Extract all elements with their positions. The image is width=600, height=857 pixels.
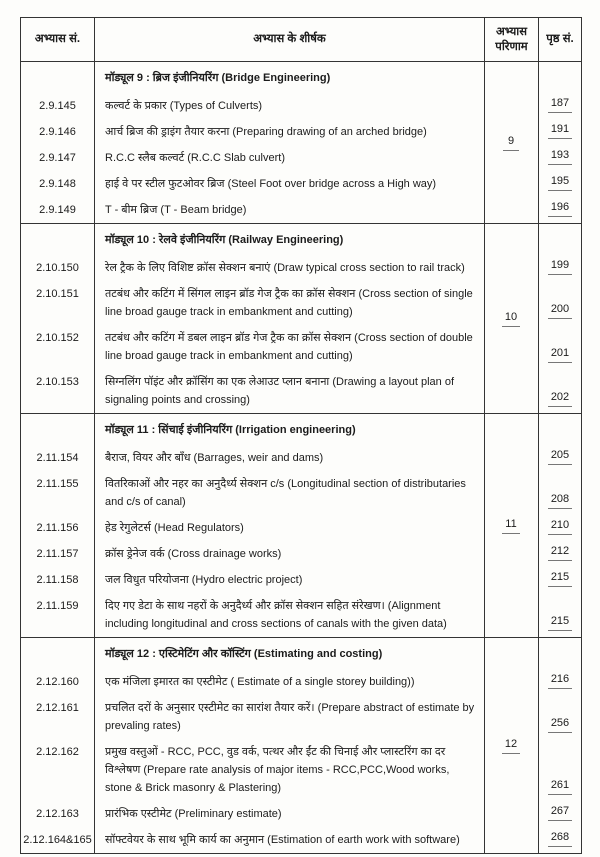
outcome-cell — [485, 224, 539, 255]
header-page-no: पृष्ठ सं. — [546, 33, 574, 45]
exercise-title: सिग्नलिंग पॉइंट और क्रॉसिंग का एक लेआउट प्लान बनाना (Drawing a layout plan of signaling points and crossing) — [95, 369, 485, 413]
page-cell — [539, 93, 581, 119]
exercise-number: 2.9.148 — [21, 171, 95, 197]
exercise-number: 2.9.145 — [21, 93, 95, 119]
exercise-row — [21, 567, 581, 593]
exercise-title: प्रमुख वस्तुओं - RCC, PCC, वुड वर्क, पत्थर और ईंट की चिनाई और प्लास्टरिंग का दर विश्लेषण (Prepare rate analysis of major items - RCC,PCC,Wood works, stone & Brick masonry & Plastering) — [95, 739, 485, 801]
module-title-no-cell — [21, 638, 95, 669]
exercise-title: आर्च ब्रिज की ड्राइंग तैयार करना (Preparing drawing of an arched bridge) — [95, 119, 485, 145]
outcome-value: 11 — [502, 518, 519, 534]
exercise-number: 2.12.162 — [21, 739, 95, 801]
page-cell — [539, 471, 581, 515]
exercise-number: 2.11.157 — [21, 541, 95, 567]
exercise-title: सॉफ्टवेयर के साथ भूमि कार्य का अनुमान (Estimation of earth work with software) — [95, 827, 485, 853]
header-exercise-title: अभ्यास के शीर्षक — [95, 18, 485, 61]
page-cell — [539, 567, 581, 593]
exercise-title: तटबंध और कटिंग में डबल लाइन ब्रॉड गेज ट्रैक का क्रॉस सेक्शन (Cross section of double line broad gauge track in embankment and cutting) — [95, 325, 485, 369]
outcome-cell — [485, 695, 539, 739]
outcome-cell — [485, 93, 539, 119]
outcome-cell — [485, 414, 539, 445]
module-title: मॉड्यूल 11 : सिंचाई इंजीनियरिंग (Irrigation engineering) — [95, 414, 485, 445]
page-number: 256 — [548, 717, 572, 733]
exercise-number: 2.10.150 — [21, 255, 95, 281]
exercise-title: वितरिकाओं और नहर का अनुदैर्ध्य सेक्शन c/s (Longitudinal section of distributaries and c/s of canal) — [95, 471, 485, 515]
outcome-cell — [485, 325, 539, 369]
outcome-cell — [485, 445, 539, 471]
exercise-number: 2.12.160 — [21, 669, 95, 695]
exercise-row — [21, 171, 581, 197]
page-cell — [539, 369, 581, 413]
exercise-title: प्रारंभिक एस्टीमेट (Preliminary estimate) — [95, 801, 485, 827]
page-cell — [539, 695, 581, 739]
exercise-row — [21, 255, 581, 281]
page-cell — [539, 62, 581, 93]
exercise-row — [21, 369, 581, 413]
exercise-row — [21, 197, 581, 223]
page-number: 195 — [548, 175, 572, 191]
page-cell — [539, 801, 581, 827]
outcome-cell — [485, 62, 539, 93]
outcome-cell — [485, 801, 539, 827]
exercise-number: 2.12.161 — [21, 695, 95, 739]
exercise-number: 2.11.156 — [21, 515, 95, 541]
exercise-number: 2.9.149 — [21, 197, 95, 223]
exercise-row — [21, 593, 581, 637]
page-number: 267 — [548, 805, 572, 821]
page-number: 201 — [548, 347, 572, 363]
exercise-row — [21, 325, 581, 369]
exercise-number: 2.12.164&165 — [21, 827, 95, 853]
page-cell — [539, 739, 581, 801]
page-number: 216 — [548, 673, 572, 689]
module-title-no-cell — [21, 414, 95, 445]
exercise-number: 2.10.151 — [21, 281, 95, 325]
outcome-value: 9 — [503, 135, 519, 151]
page-number: 261 — [548, 779, 572, 795]
page-cell — [539, 255, 581, 281]
page-number: 208 — [548, 493, 572, 509]
outcome-number — [484, 135, 538, 151]
module-title: मॉड्यूल 12 : एस्टिमेटिंग और कॉस्टिंग (Estimating and costing) — [95, 638, 485, 669]
exercise-row — [21, 801, 581, 827]
module-section — [21, 62, 581, 223]
module-section — [21, 223, 581, 413]
exercise-number: 2.9.147 — [21, 145, 95, 171]
outcome-value: 10 — [502, 311, 520, 327]
exercise-title: दिए गए डेटा के साथ नहरों के अनुदैर्ध्य और क्रॉस सेक्शन सहित संरेखण। (Alignment including longitudinal and cross sections of canals with the given data) — [95, 593, 485, 637]
outcome-cell — [485, 197, 539, 223]
page-number: 193 — [548, 149, 572, 165]
outcome-cell — [485, 638, 539, 669]
page-number: 191 — [548, 123, 572, 139]
outcome-number — [484, 518, 538, 534]
exercise-row — [21, 541, 581, 567]
outcome-number — [484, 738, 538, 754]
page-cell — [539, 638, 581, 669]
exercise-title: जल विधुत परियोजना (Hydro electric project) — [95, 567, 485, 593]
exercise-number: 2.10.153 — [21, 369, 95, 413]
exercise-number: 2.9.146 — [21, 119, 95, 145]
exercise-title: एक मंजिला इमारत का एस्टीमेट ( Estimate of a single storey building)) — [95, 669, 485, 695]
outcome-cell — [485, 593, 539, 637]
exercise-title: बैराज, वियर और बाँध (Barrages, weir and dams) — [95, 445, 485, 471]
exercise-number: 2.12.163 — [21, 801, 95, 827]
exercise-number: 2.11.155 — [21, 471, 95, 515]
module-title-row — [21, 62, 581, 93]
outcome-number — [484, 311, 538, 327]
exercise-row — [21, 93, 581, 119]
module-title-row — [21, 224, 581, 255]
outcome-cell — [485, 541, 539, 567]
page-cell — [539, 541, 581, 567]
page-cell — [539, 325, 581, 369]
exercise-row — [21, 445, 581, 471]
module-title-no-cell — [21, 224, 95, 255]
header-exercise-no: अभ्यास सं. — [21, 18, 95, 61]
page-cell — [539, 119, 581, 145]
outcome-cell — [485, 171, 539, 197]
exercise-title: T - बीम ब्रिज (T - Beam bridge) — [95, 197, 485, 223]
page-cell — [539, 593, 581, 637]
exercise-title: क्रॉस ड्रेनेज वर्क (Cross drainage works) — [95, 541, 485, 567]
exercise-title: कल्वर्ट के प्रकार (Types of Culverts) — [95, 93, 485, 119]
exercise-title: हेड रेगुलेटर्स (Head Regulators) — [95, 515, 485, 541]
exercise-title: रेल ट्रैक के लिए विशिष्ट क्रॉस सेक्शन बनाएं (Draw typical cross section to rail track) — [95, 255, 485, 281]
page-number: 202 — [548, 391, 572, 407]
page-number: 215 — [548, 571, 572, 587]
outcome-cell — [485, 471, 539, 515]
outcome-cell — [485, 369, 539, 413]
module-section — [21, 637, 581, 853]
page-number: 215 — [548, 615, 572, 631]
outcome-cell — [485, 567, 539, 593]
module-title: मॉड्यूल 10 : रेलवे इंजीनियरिंग (Railway Engineering) — [95, 224, 485, 255]
page-number: 200 — [548, 303, 572, 319]
exercise-row — [21, 669, 581, 695]
outcome-cell — [485, 827, 539, 853]
module-title-no-cell — [21, 62, 95, 93]
page-cell — [539, 669, 581, 695]
outcome-value: 12 — [502, 738, 520, 754]
header-row — [21, 18, 581, 62]
page-cell — [539, 827, 581, 853]
page-number: 210 — [548, 519, 572, 535]
page-number: 205 — [548, 449, 572, 465]
exercise-number: 2.11.158 — [21, 567, 95, 593]
exercise-title: R.C.C स्लैब कल्वर्ट (R.C.C Slab culvert) — [95, 145, 485, 171]
page-cell — [539, 281, 581, 325]
module-title-row — [21, 638, 581, 669]
exercise-row — [21, 827, 581, 853]
exercise-number: 2.10.152 — [21, 325, 95, 369]
page-cell — [539, 414, 581, 445]
page-number: 187 — [548, 97, 572, 113]
exercise-number: 2.11.159 — [21, 593, 95, 637]
page-cell — [539, 224, 581, 255]
exercise-number: 2.11.154 — [21, 445, 95, 471]
page-number: 212 — [548, 545, 572, 561]
page-number: 196 — [548, 201, 572, 217]
header-exercise-outcome: अभ्यास परिणाम — [485, 18, 539, 61]
page-cell — [539, 515, 581, 541]
page-cell — [539, 197, 581, 223]
module-title: मॉड्यूल 9 : ब्रिज इंजीनियरिंग (Bridge Engineering) — [95, 62, 485, 93]
exercise-title: प्रचलित दरों के अनुसार एस्टीमेट का सारांश तैयार करें। (Prepare abstract of estimate by prevaling rates) — [95, 695, 485, 739]
exercise-row — [21, 471, 581, 515]
outcome-cell — [485, 255, 539, 281]
module-title-row — [21, 414, 581, 445]
page-number: 199 — [548, 259, 572, 275]
page-cell — [539, 145, 581, 171]
page-number: 268 — [548, 831, 572, 847]
outcome-cell — [485, 669, 539, 695]
exercise-title: हाई वे पर स्टील फुटओवर ब्रिज (Steel Foot over bridge across a High way) — [95, 171, 485, 197]
page-cell — [539, 171, 581, 197]
module-section — [21, 413, 581, 637]
exercise-row — [21, 695, 581, 739]
modules-container — [21, 62, 581, 853]
toc-table — [20, 17, 582, 854]
exercise-title: तटबंध और कटिंग में सिंगल लाइन ब्रॉड गेज ट्रैक का क्रॉस सेक्शन (Cross section of single line broad gauge track in embankment and cutting) — [95, 281, 485, 325]
page-cell — [539, 445, 581, 471]
